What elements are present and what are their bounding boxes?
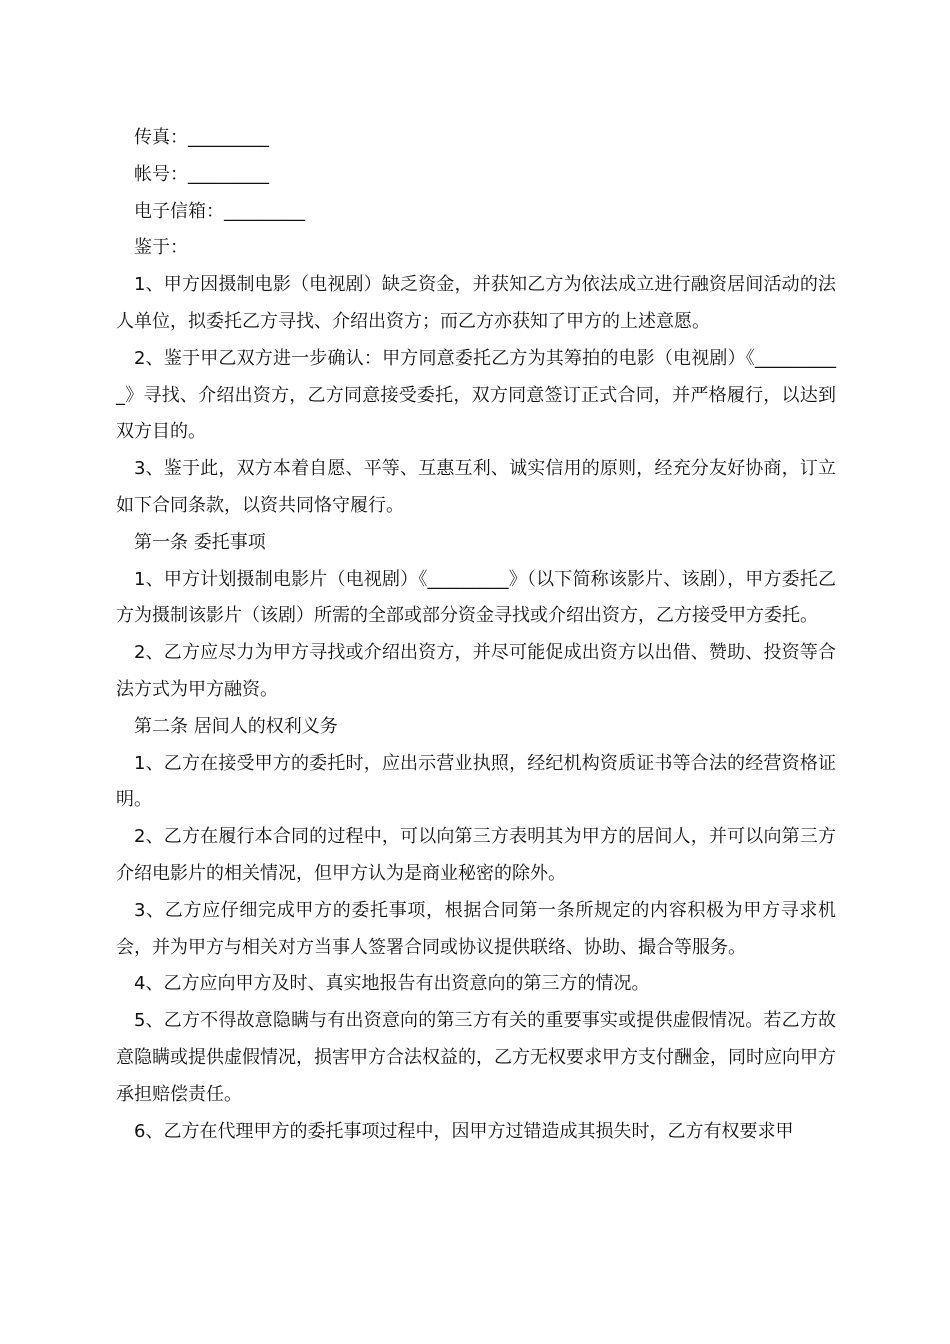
article-2-clause-3: 3、乙方应仔细完成甲方的委托事项，根据合同第一条所规定的内容积极为甲方寻求机会，并为甲方与相关对方当事人签署合同或协议提供联络、协助、撮合等服务。 xyxy=(116,899,836,958)
whereas-heading: 鉴于： xyxy=(134,237,188,259)
whereas-item-3: 3、鉴于此，双方本着自愿、平等、互惠互利、诚实信用的原则，经充分友好协商，订立如下合同条款，以资共同恪守履行。 xyxy=(116,458,836,516)
account-field: 帐号：_________ xyxy=(134,163,269,185)
article-1-clause-2: 2、乙方应尽力为甲方寻找或介绍出资方，并尽可能促成出资方以出借、赞助、投资等合法方式为甲方融资。 xyxy=(116,642,836,700)
whereas-item-2: 2、鉴于甲乙双方进一步确认：甲方同意委托乙方为其筹拍的电影（电视剧）《__________》寻找、介绍出资方，乙方同意接受委托，双方同意签订正式合同，并严格履行，以达到双方目的。 xyxy=(116,347,836,443)
article-1-heading: 第一条 委托事项 xyxy=(134,531,266,553)
contract-body xyxy=(116,120,836,1150)
article-2-heading: 第二条 居间人的权利义务 xyxy=(134,715,338,737)
article-1-clause-1: 1、甲方计划摄制电影片（电视剧）《_________》（以下简称该影片、该剧），甲方委托乙方为摄制该影片（该剧）所需的全部或部分资金寻找或介绍出资方，乙方接受甲方委托。 xyxy=(116,568,836,627)
article-2-clause-1: 1、乙方在接受甲方的委托时，应出示营业执照，经纪机构资质证书等合法的经营资格证明。 xyxy=(116,752,836,811)
email-field: 电子信箱：_________ xyxy=(134,200,305,222)
article-2-clause-5: 5、乙方不得故意隐瞒与有出资意向的第三方有关的重要事实或提供虚假情况。若乙方故意隐瞒或提供虚假情况，损害甲方合法权益的，乙方无权要求甲方支付酬金，同时应向甲方承担赔偿责任。 xyxy=(116,1010,836,1105)
article-2-clause-6: 6、乙方在代理甲方的委托事项过程中，因甲方过错造成其损失时，乙方有权要求甲 xyxy=(134,1120,794,1142)
whereas-item-1: 1、甲方因摄制电影（电视剧）缺乏资金，并获知乙方为依法成立进行融资居间活动的法人单位，拟委托乙方寻找、介绍出资方；而乙方亦获知了甲方的上述意愿。 xyxy=(116,274,836,332)
article-2-clause-4: 4、乙方应向甲方及时、真实地报告有出资意向的第三方的情况。 xyxy=(134,973,650,995)
article-2-clause-2: 2、乙方在履行本合同的过程中，可以向第三方表明其为甲方的居间人，并可以向第三方介绍电影片的相关情况，但甲方认为是商业秘密的除外。 xyxy=(116,826,836,884)
fax-field: 传真：_________ xyxy=(134,127,269,148)
